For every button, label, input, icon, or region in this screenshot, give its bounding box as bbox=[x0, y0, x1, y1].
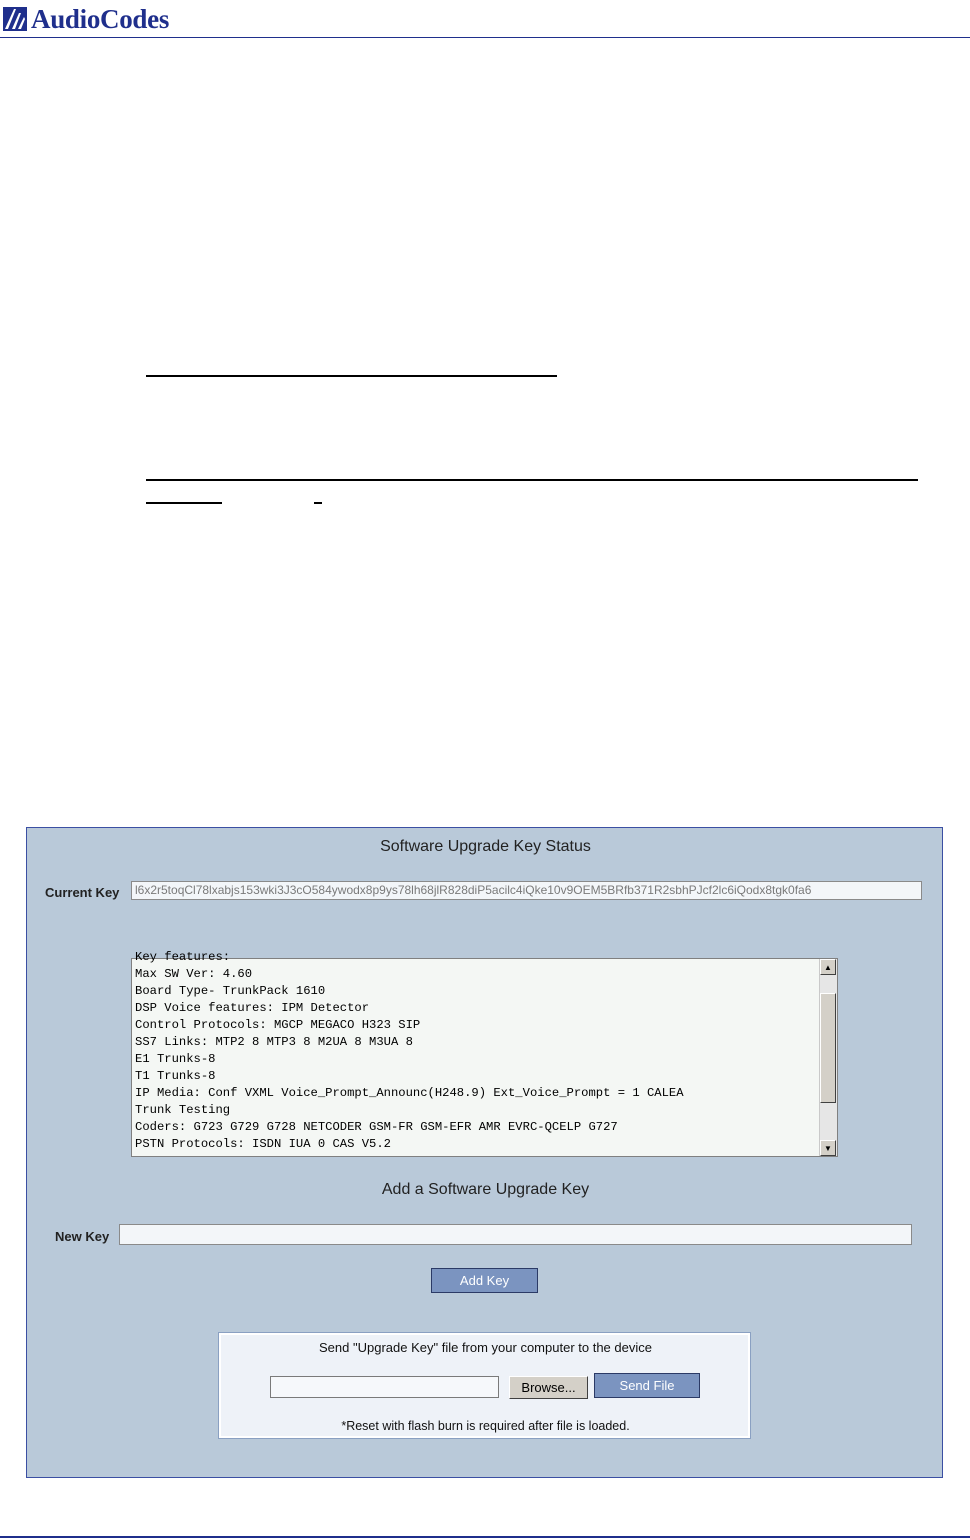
file-path-input[interactable] bbox=[270, 1376, 499, 1398]
key-feature-line: PSTN Protocols: ISDN IUA 0 CAS V5.2 bbox=[135, 1137, 391, 1151]
upgrade-key-panel bbox=[26, 827, 943, 1478]
document-rule bbox=[146, 502, 222, 504]
key-feature-line: IP Media: Conf VXML Voice_Prompt_Announc(H248.9) Ext_Voice_Prompt = 1 CALEA bbox=[135, 1086, 684, 1100]
key-feature-line: T1 Trunks-8 bbox=[135, 1069, 216, 1083]
current-key-label: Current Key bbox=[45, 885, 120, 900]
key-features-textarea[interactable] bbox=[131, 950, 838, 1157]
brand-name: AudioCodes bbox=[31, 4, 170, 34]
footer-divider bbox=[0, 1536, 970, 1538]
audiocodes-logo bbox=[2, 4, 169, 34]
audiocodes-logo-icon bbox=[2, 5, 28, 33]
key-feature-line: Trunk Testing bbox=[135, 1103, 231, 1117]
key-feature-line: SS7 Links: MTP2 8 MTP3 8 M2UA 8 M3UA 8 bbox=[135, 1035, 413, 1049]
key-feature-line: Board Type- TrunkPack 1610 bbox=[135, 984, 326, 998]
status-title: Software Upgrade Key Status bbox=[380, 838, 591, 855]
key-feature-line: Control Protocols: MGCP MEGACO H323 SIP bbox=[135, 1018, 421, 1032]
key-feature-line: Coders: G723 G729 G728 NETCODER GSM-FR GSM-EFR AMR EVRC-QCELP G727 bbox=[135, 1120, 618, 1134]
new-key-input[interactable] bbox=[119, 1224, 912, 1245]
scroll-up-button[interactable] bbox=[820, 959, 836, 975]
send-file-button[interactable]: Send File bbox=[594, 1373, 700, 1398]
current-key-field[interactable]: l6x2r5toqCl78lxabjs153wki3J3cO584ywodx8p9ys78lh68jlR828diP5acilc4iQke10v9OEM5BRfb371R2sbhPJcf2lc6iQodx8tgk0fa6 bbox=[131, 881, 922, 900]
browse-button[interactable]: Browse... bbox=[509, 1376, 588, 1399]
key-feature-line: Max SW Ver: 4.60 bbox=[135, 967, 253, 981]
send-file-box bbox=[218, 1332, 751, 1439]
add-key-title: Add a Software Upgrade Key bbox=[381, 1181, 590, 1198]
key-features-text bbox=[135, 949, 815, 1153]
document-rule bbox=[146, 375, 557, 377]
triangle-down-icon: ▼ bbox=[824, 1143, 832, 1153]
send-file-title: Send "Upgrade Key" file from your computer to the device bbox=[319, 1340, 652, 1355]
reset-note: *Reset with flash burn is required after file is loaded. bbox=[341, 1419, 630, 1433]
document-rule bbox=[146, 479, 918, 481]
key-feature-line: DSP Voice features: IPM Detector bbox=[135, 1001, 370, 1015]
document-rule bbox=[314, 502, 322, 504]
new-key-label: New Key bbox=[55, 1229, 110, 1244]
add-key-button[interactable]: Add Key bbox=[431, 1268, 538, 1293]
scroll-thumb[interactable] bbox=[820, 993, 836, 1103]
key-feature-line: Key features: bbox=[135, 950, 231, 964]
scroll-down-button[interactable] bbox=[820, 1140, 836, 1156]
document-header bbox=[0, 0, 970, 40]
textarea-scrollbar[interactable] bbox=[819, 959, 837, 1156]
key-feature-line: E1 Trunks-8 bbox=[135, 1052, 216, 1066]
header-divider bbox=[0, 37, 970, 38]
triangle-up-icon: ▲ bbox=[824, 962, 832, 972]
